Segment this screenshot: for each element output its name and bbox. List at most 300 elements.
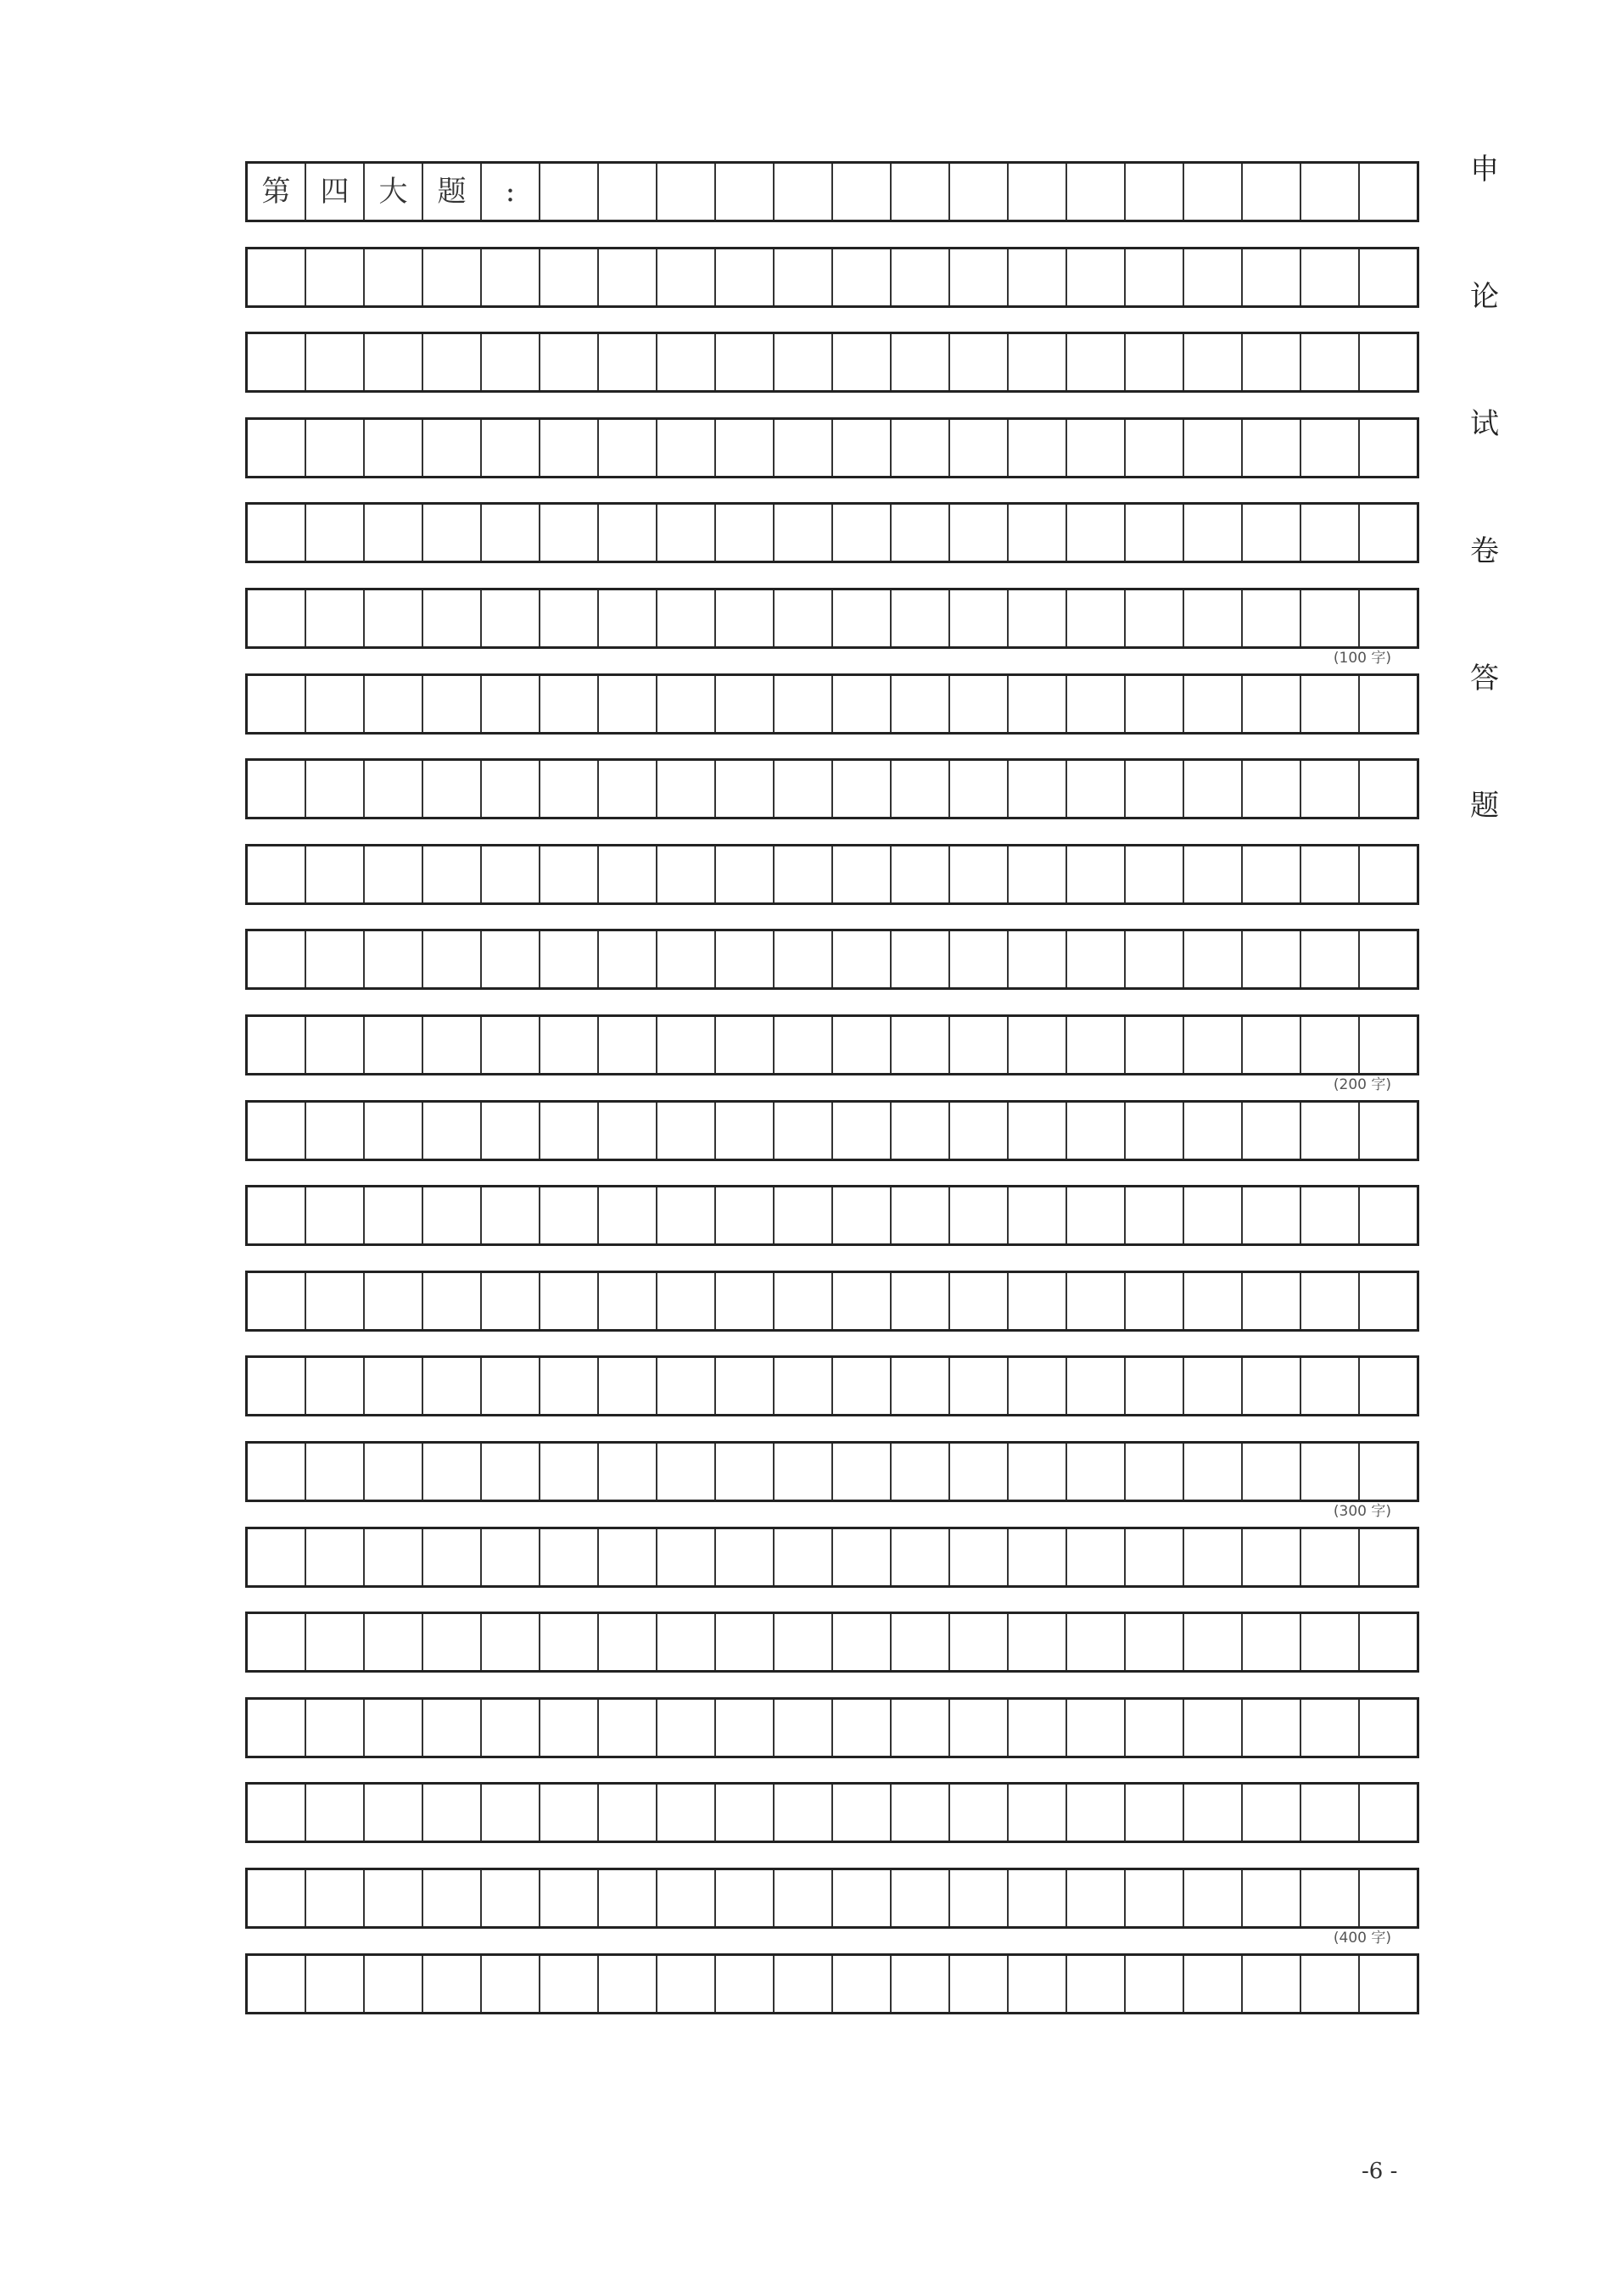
answer-cell[interactable] — [1301, 1870, 1360, 1926]
answer-cell[interactable] — [540, 420, 599, 476]
answer-cell[interactable] — [1184, 1017, 1243, 1073]
answer-cell[interactable] — [423, 1700, 482, 1756]
answer-cell[interactable] — [1126, 1103, 1184, 1159]
answer-cell[interactable] — [365, 1273, 423, 1329]
answer-cell[interactable] — [1067, 931, 1126, 987]
answer-cell[interactable] — [1360, 1870, 1417, 1926]
answer-cell[interactable] — [892, 1103, 950, 1159]
answer-cell[interactable] — [540, 1187, 599, 1243]
answer-cell[interactable] — [1243, 1700, 1301, 1756]
answer-cell[interactable] — [423, 1358, 482, 1414]
answer-cell[interactable] — [365, 1444, 423, 1500]
answer-cell[interactable] — [657, 1956, 716, 2012]
answer-cell[interactable] — [1009, 1785, 1067, 1841]
answer-cell[interactable] — [1243, 1017, 1301, 1073]
answer-cell[interactable] — [1067, 334, 1126, 390]
answer-cell[interactable] — [775, 1956, 833, 2012]
answer-cell[interactable] — [1067, 1103, 1126, 1159]
answer-cell[interactable] — [716, 1870, 775, 1926]
answer-cell[interactable] — [248, 1444, 306, 1500]
answer-cell[interactable] — [1301, 1103, 1360, 1159]
answer-cell[interactable] — [540, 505, 599, 561]
answer-cell[interactable] — [833, 1870, 892, 1926]
answer-cell[interactable] — [1067, 505, 1126, 561]
answer-cell[interactable] — [833, 1529, 892, 1585]
answer-cell[interactable] — [950, 334, 1009, 390]
answer-cell[interactable] — [423, 1785, 482, 1841]
answer-cell[interactable] — [248, 505, 306, 561]
answer-cell[interactable] — [599, 1187, 657, 1243]
answer-cell[interactable] — [716, 590, 775, 646]
answer-cell[interactable] — [1067, 761, 1126, 817]
answer-cell[interactable] — [833, 1017, 892, 1073]
answer-cell[interactable] — [482, 334, 540, 390]
answer-cell[interactable] — [365, 931, 423, 987]
answer-cell[interactable] — [1243, 1614, 1301, 1670]
answer-cell[interactable] — [833, 1700, 892, 1756]
answer-cell[interactable] — [1126, 1870, 1184, 1926]
answer-cell[interactable] — [775, 1017, 833, 1073]
answer-cell[interactable] — [540, 1358, 599, 1414]
answer-cell[interactable] — [482, 1358, 540, 1414]
answer-cell[interactable] — [306, 590, 365, 646]
answer-cell[interactable] — [482, 1017, 540, 1073]
answer-cell[interactable] — [365, 1700, 423, 1756]
answer-cell[interactable] — [306, 1444, 365, 1500]
answer-cell[interactable] — [248, 676, 306, 732]
answer-cell[interactable] — [1301, 846, 1360, 902]
answer-cell[interactable] — [1243, 1529, 1301, 1585]
answer-cell[interactable] — [482, 1273, 540, 1329]
answer-cell[interactable] — [1360, 420, 1417, 476]
answer-cell[interactable] — [1184, 1358, 1243, 1414]
answer-cell[interactable] — [1009, 1358, 1067, 1414]
answer-cell[interactable] — [1067, 1444, 1126, 1500]
answer-cell[interactable] — [657, 761, 716, 817]
answer-cell[interactable] — [657, 590, 716, 646]
answer-cell[interactable] — [248, 590, 306, 646]
answer-cell[interactable] — [1360, 164, 1417, 220]
answer-cell[interactable] — [657, 1187, 716, 1243]
answer-cell[interactable] — [482, 1614, 540, 1670]
answer-cell[interactable] — [775, 1103, 833, 1159]
answer-cell[interactable] — [892, 1187, 950, 1243]
answer-cell[interactable] — [1009, 761, 1067, 817]
answer-cell[interactable] — [1360, 846, 1417, 902]
answer-cell[interactable] — [306, 1358, 365, 1414]
answer-cell[interactable] — [1009, 1017, 1067, 1073]
answer-cell[interactable] — [306, 761, 365, 817]
answer-cell[interactable] — [540, 590, 599, 646]
answer-cell[interactable] — [599, 931, 657, 987]
answer-cell[interactable] — [482, 1956, 540, 2012]
answer-cell[interactable] — [1301, 676, 1360, 732]
answer-cell[interactable] — [657, 846, 716, 902]
answer-cell[interactable] — [482, 1187, 540, 1243]
answer-cell[interactable] — [540, 676, 599, 732]
answer-cell[interactable] — [540, 1700, 599, 1756]
answer-cell[interactable] — [833, 164, 892, 220]
answer-cell[interactable] — [599, 164, 657, 220]
answer-cell[interactable] — [716, 1017, 775, 1073]
answer-cell[interactable] — [423, 505, 482, 561]
answer-cell[interactable] — [365, 334, 423, 390]
answer-cell[interactable] — [306, 1614, 365, 1670]
answer-cell[interactable] — [1126, 334, 1184, 390]
answer-cell[interactable] — [1009, 164, 1067, 220]
answer-cell[interactable] — [1243, 1956, 1301, 2012]
answer-cell[interactable] — [306, 1017, 365, 1073]
answer-cell[interactable] — [1009, 846, 1067, 902]
answer-cell[interactable] — [950, 1700, 1009, 1756]
answer-cell[interactable] — [1067, 676, 1126, 732]
answer-cell[interactable] — [423, 761, 482, 817]
answer-cell[interactable] — [1184, 931, 1243, 987]
answer-cell[interactable] — [1184, 1444, 1243, 1500]
answer-cell[interactable] — [716, 1273, 775, 1329]
answer-cell[interactable] — [657, 1358, 716, 1414]
answer-cell[interactable] — [775, 590, 833, 646]
answer-cell[interactable] — [1184, 505, 1243, 561]
answer-cell[interactable] — [716, 334, 775, 390]
answer-cell[interactable] — [1301, 164, 1360, 220]
answer-cell[interactable] — [1067, 1017, 1126, 1073]
answer-cell[interactable] — [775, 1358, 833, 1414]
answer-cell[interactable] — [892, 761, 950, 817]
answer-cell[interactable] — [657, 1273, 716, 1329]
answer-cell[interactable] — [892, 676, 950, 732]
answer-cell[interactable] — [599, 1273, 657, 1329]
answer-cell[interactable] — [1067, 1358, 1126, 1414]
answer-cell[interactable] — [1126, 164, 1184, 220]
answer-cell[interactable] — [423, 1870, 482, 1926]
answer-cell[interactable] — [1360, 334, 1417, 390]
answer-cell[interactable] — [775, 846, 833, 902]
answer-cell[interactable] — [1301, 1529, 1360, 1585]
answer-cell[interactable] — [1301, 1956, 1360, 2012]
answer-cell[interactable] — [599, 1785, 657, 1841]
answer-cell[interactable] — [1243, 164, 1301, 220]
answer-cell[interactable] — [1009, 590, 1067, 646]
answer-cell[interactable] — [540, 1273, 599, 1329]
answer-cell[interactable] — [1301, 1444, 1360, 1500]
answer-cell[interactable] — [1009, 1700, 1067, 1756]
answer-cell[interactable] — [599, 1956, 657, 2012]
answer-cell[interactable] — [716, 846, 775, 902]
answer-cell[interactable] — [1009, 334, 1067, 390]
answer-cell[interactable] — [1184, 1103, 1243, 1159]
answer-cell[interactable] — [1009, 249, 1067, 305]
answer-cell[interactable] — [950, 1358, 1009, 1414]
answer-cell[interactable] — [1301, 420, 1360, 476]
answer-cell[interactable] — [1301, 590, 1360, 646]
answer-cell[interactable] — [1243, 590, 1301, 646]
answer-cell[interactable] — [892, 1956, 950, 2012]
answer-cell[interactable] — [365, 1017, 423, 1073]
answer-cell[interactable] — [657, 1614, 716, 1670]
answer-cell[interactable] — [1360, 761, 1417, 817]
answer-cell[interactable] — [716, 505, 775, 561]
answer-cell[interactable] — [306, 249, 365, 305]
answer-cell[interactable] — [306, 1785, 365, 1841]
answer-cell[interactable] — [540, 249, 599, 305]
answer-cell[interactable] — [1243, 1103, 1301, 1159]
answer-cell[interactable] — [892, 1017, 950, 1073]
answer-cell[interactable] — [833, 931, 892, 987]
answer-cell[interactable] — [950, 1273, 1009, 1329]
answer-cell[interactable] — [599, 1017, 657, 1073]
answer-cell[interactable] — [1301, 1700, 1360, 1756]
answer-cell[interactable] — [1009, 1956, 1067, 2012]
answer-cell[interactable] — [950, 931, 1009, 987]
answer-cell[interactable] — [657, 1017, 716, 1073]
answer-cell[interactable] — [1360, 1358, 1417, 1414]
answer-cell[interactable] — [1009, 931, 1067, 987]
answer-cell[interactable] — [775, 761, 833, 817]
answer-cell[interactable] — [833, 1358, 892, 1414]
answer-cell[interactable] — [1360, 931, 1417, 987]
answer-cell[interactable] — [423, 590, 482, 646]
answer-cell[interactable] — [540, 1870, 599, 1926]
answer-cell[interactable] — [892, 846, 950, 902]
answer-cell[interactable] — [833, 1444, 892, 1500]
answer-cell[interactable] — [1184, 1614, 1243, 1670]
answer-cell[interactable] — [482, 761, 540, 817]
answer-cell[interactable] — [1126, 1017, 1184, 1073]
answer-cell[interactable] — [248, 334, 306, 390]
answer-cell[interactable] — [306, 1187, 365, 1243]
answer-cell[interactable] — [950, 590, 1009, 646]
answer-cell[interactable] — [482, 1103, 540, 1159]
answer-cell[interactable] — [775, 505, 833, 561]
answer-cell[interactable] — [540, 761, 599, 817]
answer-cell[interactable] — [482, 505, 540, 561]
answer-cell[interactable] — [599, 761, 657, 817]
answer-cell[interactable] — [1067, 846, 1126, 902]
answer-cell[interactable] — [892, 420, 950, 476]
answer-cell[interactable] — [1067, 1956, 1126, 2012]
answer-cell[interactable] — [1126, 505, 1184, 561]
answer-cell[interactable] — [1243, 761, 1301, 817]
answer-cell[interactable] — [1067, 1785, 1126, 1841]
answer-cell[interactable] — [1301, 1017, 1360, 1073]
answer-cell[interactable] — [892, 1870, 950, 1926]
answer-cell[interactable] — [892, 590, 950, 646]
answer-cell[interactable] — [1009, 676, 1067, 732]
answer-cell[interactable] — [599, 1870, 657, 1926]
answer-cell[interactable] — [775, 1273, 833, 1329]
answer-cell[interactable] — [1126, 420, 1184, 476]
answer-cell[interactable] — [1067, 1187, 1126, 1243]
answer-cell[interactable] — [423, 334, 482, 390]
answer-cell[interactable] — [892, 1785, 950, 1841]
answer-cell[interactable] — [306, 334, 365, 390]
answer-cell[interactable] — [1009, 1529, 1067, 1585]
answer-cell[interactable] — [1067, 1700, 1126, 1756]
answer-cell[interactable] — [1360, 1273, 1417, 1329]
answer-cell[interactable] — [365, 676, 423, 732]
answer-cell[interactable] — [248, 1785, 306, 1841]
answer-cell[interactable] — [248, 1529, 306, 1585]
answer-cell[interactable] — [950, 505, 1009, 561]
answer-cell[interactable] — [365, 1956, 423, 2012]
answer-cell[interactable] — [1360, 505, 1417, 561]
answer-cell[interactable] — [716, 676, 775, 732]
answer-cell[interactable] — [306, 1103, 365, 1159]
answer-cell[interactable] — [1301, 1785, 1360, 1841]
answer-cell[interactable] — [1360, 1529, 1417, 1585]
answer-cell[interactable] — [482, 249, 540, 305]
answer-cell[interactable] — [950, 1870, 1009, 1926]
answer-cell[interactable] — [716, 1614, 775, 1670]
answer-cell[interactable] — [599, 1700, 657, 1756]
answer-cell[interactable] — [482, 1785, 540, 1841]
answer-cell[interactable] — [1360, 1956, 1417, 2012]
answer-cell[interactable] — [1184, 1529, 1243, 1585]
answer-cell[interactable] — [1067, 1614, 1126, 1670]
answer-cell[interactable] — [306, 420, 365, 476]
answer-cell[interactable] — [657, 334, 716, 390]
answer-cell[interactable] — [1301, 931, 1360, 987]
answer-cell[interactable] — [775, 1785, 833, 1841]
answer-cell[interactable] — [599, 334, 657, 390]
answer-cell[interactable] — [540, 334, 599, 390]
answer-cell[interactable] — [1009, 505, 1067, 561]
answer-cell[interactable] — [775, 1700, 833, 1756]
answer-cell[interactable] — [306, 1700, 365, 1756]
answer-cell[interactable] — [248, 1614, 306, 1670]
answer-cell[interactable] — [950, 1017, 1009, 1073]
answer-cell[interactable] — [1184, 249, 1243, 305]
answer-cell[interactable] — [1009, 1103, 1067, 1159]
answer-cell[interactable] — [1126, 676, 1184, 732]
answer-cell[interactable] — [1360, 1017, 1417, 1073]
answer-cell[interactable] — [423, 249, 482, 305]
answer-cell[interactable] — [657, 505, 716, 561]
answer-cell[interactable] — [540, 846, 599, 902]
answer-cell[interactable] — [1126, 249, 1184, 305]
answer-cell[interactable] — [657, 420, 716, 476]
answer-cell[interactable] — [248, 846, 306, 902]
answer-cell[interactable] — [248, 1017, 306, 1073]
answer-cell[interactable] — [775, 1614, 833, 1670]
answer-cell[interactable] — [482, 931, 540, 987]
answer-cell[interactable] — [423, 931, 482, 987]
answer-cell[interactable] — [1067, 164, 1126, 220]
answer-cell[interactable] — [482, 1444, 540, 1500]
answer-cell[interactable] — [482, 1529, 540, 1585]
answer-cell[interactable] — [950, 1614, 1009, 1670]
answer-cell[interactable] — [833, 1614, 892, 1670]
answer-cell[interactable] — [892, 1358, 950, 1414]
answer-cell[interactable] — [950, 1529, 1009, 1585]
answer-cell[interactable] — [716, 931, 775, 987]
answer-cell[interactable] — [365, 1529, 423, 1585]
answer-cell[interactable] — [248, 761, 306, 817]
answer-cell[interactable] — [599, 1444, 657, 1500]
answer-cell[interactable] — [306, 1273, 365, 1329]
answer-cell[interactable] — [716, 1187, 775, 1243]
answer-cell[interactable] — [540, 1017, 599, 1073]
answer-cell[interactable] — [423, 1444, 482, 1500]
answer-cell[interactable] — [540, 1103, 599, 1159]
answer-cell[interactable] — [657, 1870, 716, 1926]
answer-cell[interactable] — [1243, 1273, 1301, 1329]
answer-cell[interactable] — [775, 334, 833, 390]
answer-cell[interactable] — [482, 1870, 540, 1926]
answer-cell[interactable] — [950, 164, 1009, 220]
answer-cell[interactable] — [248, 1187, 306, 1243]
answer-cell[interactable] — [423, 1273, 482, 1329]
answer-cell[interactable] — [716, 1358, 775, 1414]
answer-cell[interactable] — [423, 1017, 482, 1073]
answer-cell[interactable] — [1243, 420, 1301, 476]
answer-cell[interactable] — [1009, 1444, 1067, 1500]
answer-cell[interactable] — [248, 1700, 306, 1756]
answer-cell[interactable] — [599, 420, 657, 476]
answer-cell[interactable] — [775, 1529, 833, 1585]
answer-cell[interactable] — [716, 164, 775, 220]
answer-cell[interactable] — [1243, 1870, 1301, 1926]
answer-cell[interactable] — [365, 1870, 423, 1926]
answer-cell[interactable] — [833, 1785, 892, 1841]
answer-cell[interactable] — [950, 1187, 1009, 1243]
answer-cell[interactable] — [1301, 761, 1360, 817]
answer-cell[interactable] — [1067, 1870, 1126, 1926]
answer-cell[interactable] — [950, 1444, 1009, 1500]
answer-cell[interactable] — [1301, 1358, 1360, 1414]
answer-cell[interactable] — [482, 590, 540, 646]
answer-cell[interactable] — [1184, 761, 1243, 817]
answer-cell[interactable] — [716, 1444, 775, 1500]
answer-cell[interactable] — [1301, 334, 1360, 390]
answer-cell[interactable] — [365, 1614, 423, 1670]
answer-cell[interactable] — [248, 1358, 306, 1414]
answer-cell[interactable] — [306, 1956, 365, 2012]
answer-cell[interactable] — [892, 1614, 950, 1670]
answer-cell[interactable] — [716, 1956, 775, 2012]
answer-cell[interactable] — [1184, 1273, 1243, 1329]
answer-cell[interactable] — [716, 249, 775, 305]
answer-cell[interactable] — [1301, 249, 1360, 305]
answer-cell[interactable] — [306, 846, 365, 902]
answer-cell[interactable] — [1301, 1614, 1360, 1670]
answer-cell[interactable] — [1009, 420, 1067, 476]
answer-cell[interactable] — [1126, 931, 1184, 987]
answer-cell[interactable] — [716, 1700, 775, 1756]
answer-cell[interactable] — [1067, 590, 1126, 646]
answer-cell[interactable] — [1126, 590, 1184, 646]
answer-cell[interactable] — [1243, 505, 1301, 561]
answer-cell[interactable] — [365, 1187, 423, 1243]
answer-cell[interactable] — [892, 1444, 950, 1500]
answer-cell[interactable] — [892, 1273, 950, 1329]
answer-cell[interactable] — [1184, 1700, 1243, 1756]
answer-cell[interactable] — [540, 164, 599, 220]
answer-cell[interactable] — [892, 1700, 950, 1756]
answer-cell[interactable] — [775, 249, 833, 305]
answer-cell[interactable] — [775, 931, 833, 987]
answer-cell[interactable] — [1009, 1273, 1067, 1329]
answer-cell[interactable] — [833, 676, 892, 732]
answer-cell[interactable] — [950, 249, 1009, 305]
answer-cell[interactable] — [1126, 1956, 1184, 2012]
answer-cell[interactable] — [365, 249, 423, 305]
answer-cell[interactable] — [1126, 846, 1184, 902]
answer-cell[interactable] — [1243, 931, 1301, 987]
answer-cell[interactable] — [599, 1358, 657, 1414]
answer-cell[interactable] — [775, 1444, 833, 1500]
